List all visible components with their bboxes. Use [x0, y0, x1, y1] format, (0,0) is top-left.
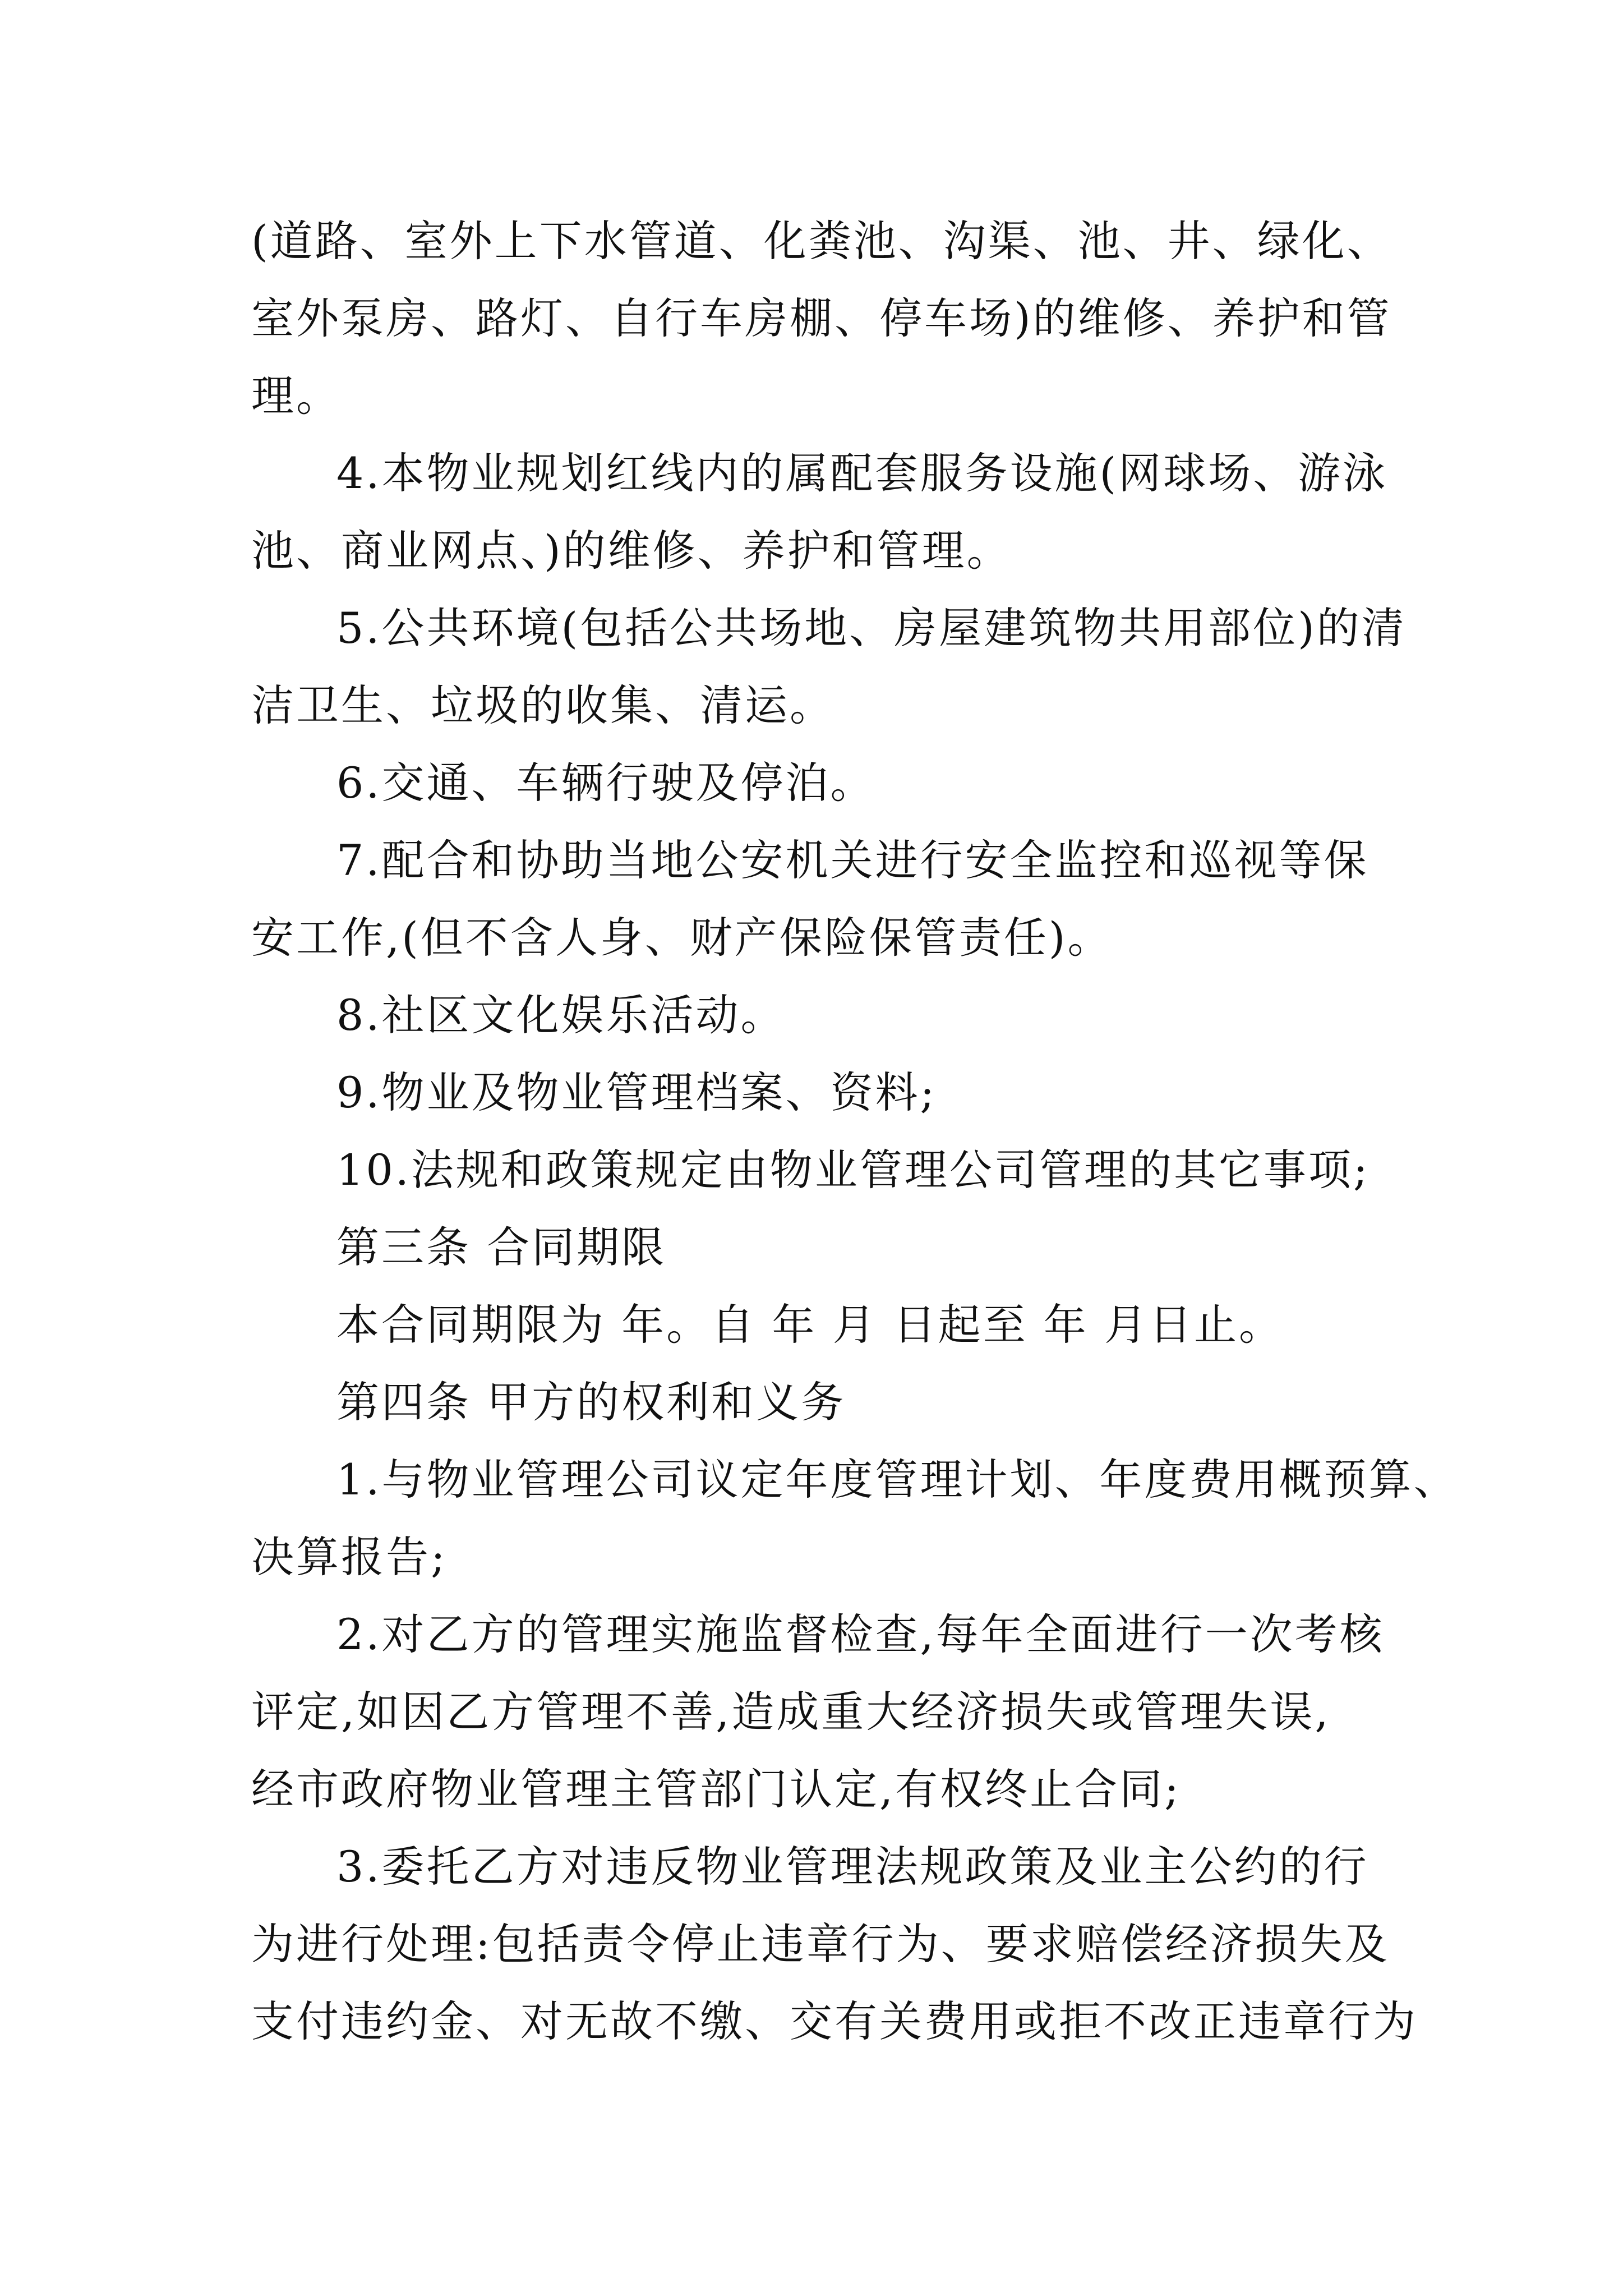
list-item: 5.公共环境(包括公共场地、房屋建筑物共用部位)的清	[336, 603, 1407, 653]
text-line: 为进行处理:包括责令停止违章行为、要求赔偿经济损失及	[251, 1919, 1390, 1969]
text-line: 评定,如因乙方管理不善,造成重大经济损失或管理失误,	[251, 1687, 1331, 1737]
text-line: 理。	[251, 371, 341, 421]
text-line: 支付违约金、对无故不缴、交有关费用或拒不改正违章行为	[251, 1996, 1418, 2046]
text-line: 洁卫生、垃圾的收集、清运。	[251, 680, 834, 730]
list-item: 10.法规和政策规定由物业管理公司管理的其它事项;	[336, 1145, 1370, 1195]
text-line: 安工作,(但不含人身、财产保险保管责任)。	[251, 913, 1113, 963]
text-line: (道路、室外上下水管道、化粪池、沟渠、池、井、绿化、	[251, 216, 1392, 266]
list-item: 7.配合和协助当地公安机关进行安全监控和巡视等保	[336, 835, 1369, 885]
text-line: 决算报告;	[251, 1532, 448, 1582]
list-item: 9.物业及物业管理档案、资料;	[336, 1068, 937, 1117]
text-line: 池、商业网点、)的维修、养护和管理。	[251, 526, 1012, 576]
text-line: 室外泵房、路灯、自行车房棚、停车场)的维修、养护和管	[251, 293, 1392, 343]
list-item: 4.本物业规划红线内的属配套服务设施(网球场、游泳	[336, 448, 1388, 498]
section-heading: 第四条 甲方的权利和义务	[336, 1377, 846, 1427]
list-item: 3.委托乙方对违反物业管理法规政策及业主公约的行	[336, 1842, 1369, 1892]
list-item: 6.交通、车辆行驶及停泊。	[336, 758, 875, 808]
list-item: 2.对乙方的管理实施监督检查,每年全面进行一次考核	[336, 1609, 1385, 1659]
list-item: 1.与物业管理公司议定年度管理计划、年度费用概预算、	[336, 1455, 1459, 1504]
text-line: 经市政府物业管理主管部门认定,有权终止合同;	[251, 1764, 1181, 1814]
section-heading: 第三条 合同期限	[336, 1222, 667, 1272]
list-item: 8.社区文化娱乐活动。	[336, 990, 786, 1040]
text-line: 本合同期限为 年。自 年 月 日起至 年 月日止。	[336, 1300, 1284, 1350]
